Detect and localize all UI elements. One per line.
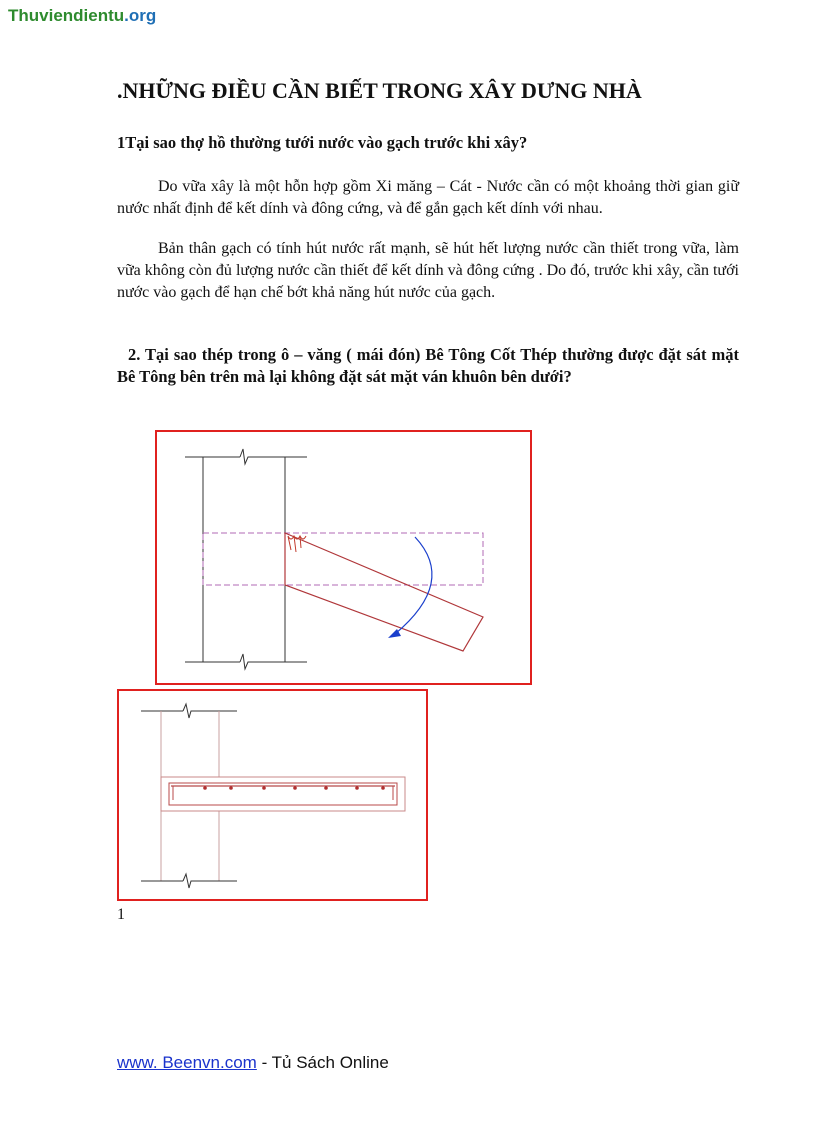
footer-separator: -	[256, 1053, 272, 1072]
question-1-heading: 1Tại sao thợ hồ thường tưới nước vào gạch trước khi xây?	[117, 133, 528, 152]
footer	[117, 1053, 389, 1073]
cantilever-rebar-drawing	[119, 691, 426, 899]
site-logo-main: Thuviendientu	[8, 6, 125, 25]
question-1-paragraph-2: Bản thân gạch có tính hút nước rất mạnh, sẽ hút hết lượng nước cần thiết trong vữa, làm vữa không còn đủ lượng nước cần thiết để kết dính và đông cứng . Do đó, trước khi xây, cần tưới nước vào gạch để hạn chế bớt khả năng hút nước của gạch.	[117, 240, 739, 301]
question-1-paragraph-1: Do vữa xây là một hỗn hợp gồm Xi măng – Cát - Nước cần có một khoảng thời gian giữ nước nhất định để kết dính và đông cứng, và để gắn gạch kết dính với nhau.	[117, 178, 739, 217]
cantilever-failure-diagram	[155, 430, 532, 685]
footer-tagline: Tủ Sách Online	[271, 1053, 389, 1072]
cantilever-failure-drawing	[157, 432, 530, 683]
cantilever-rebar-diagram	[117, 689, 428, 901]
document-title: .NHỮNG ĐIỀU CẦN BIẾT TRONG XÂY DƯNG NHÀ	[117, 78, 642, 103]
site-logo-suffix: .org	[124, 6, 157, 25]
question-2-heading: 2. Tại sao thép trong ô – văng ( mái đón) Bê Tông Cốt Thép thường được đặt sát mặt Bê Tông bên trên mà lại không đặt sát mặt ván khuôn bên dưới?	[117, 345, 739, 386]
site-logo[interactable]	[8, 6, 156, 26]
page-number: 1	[117, 906, 125, 923]
footer-website-link[interactable]: www. Beenvn.com	[117, 1053, 257, 1072]
